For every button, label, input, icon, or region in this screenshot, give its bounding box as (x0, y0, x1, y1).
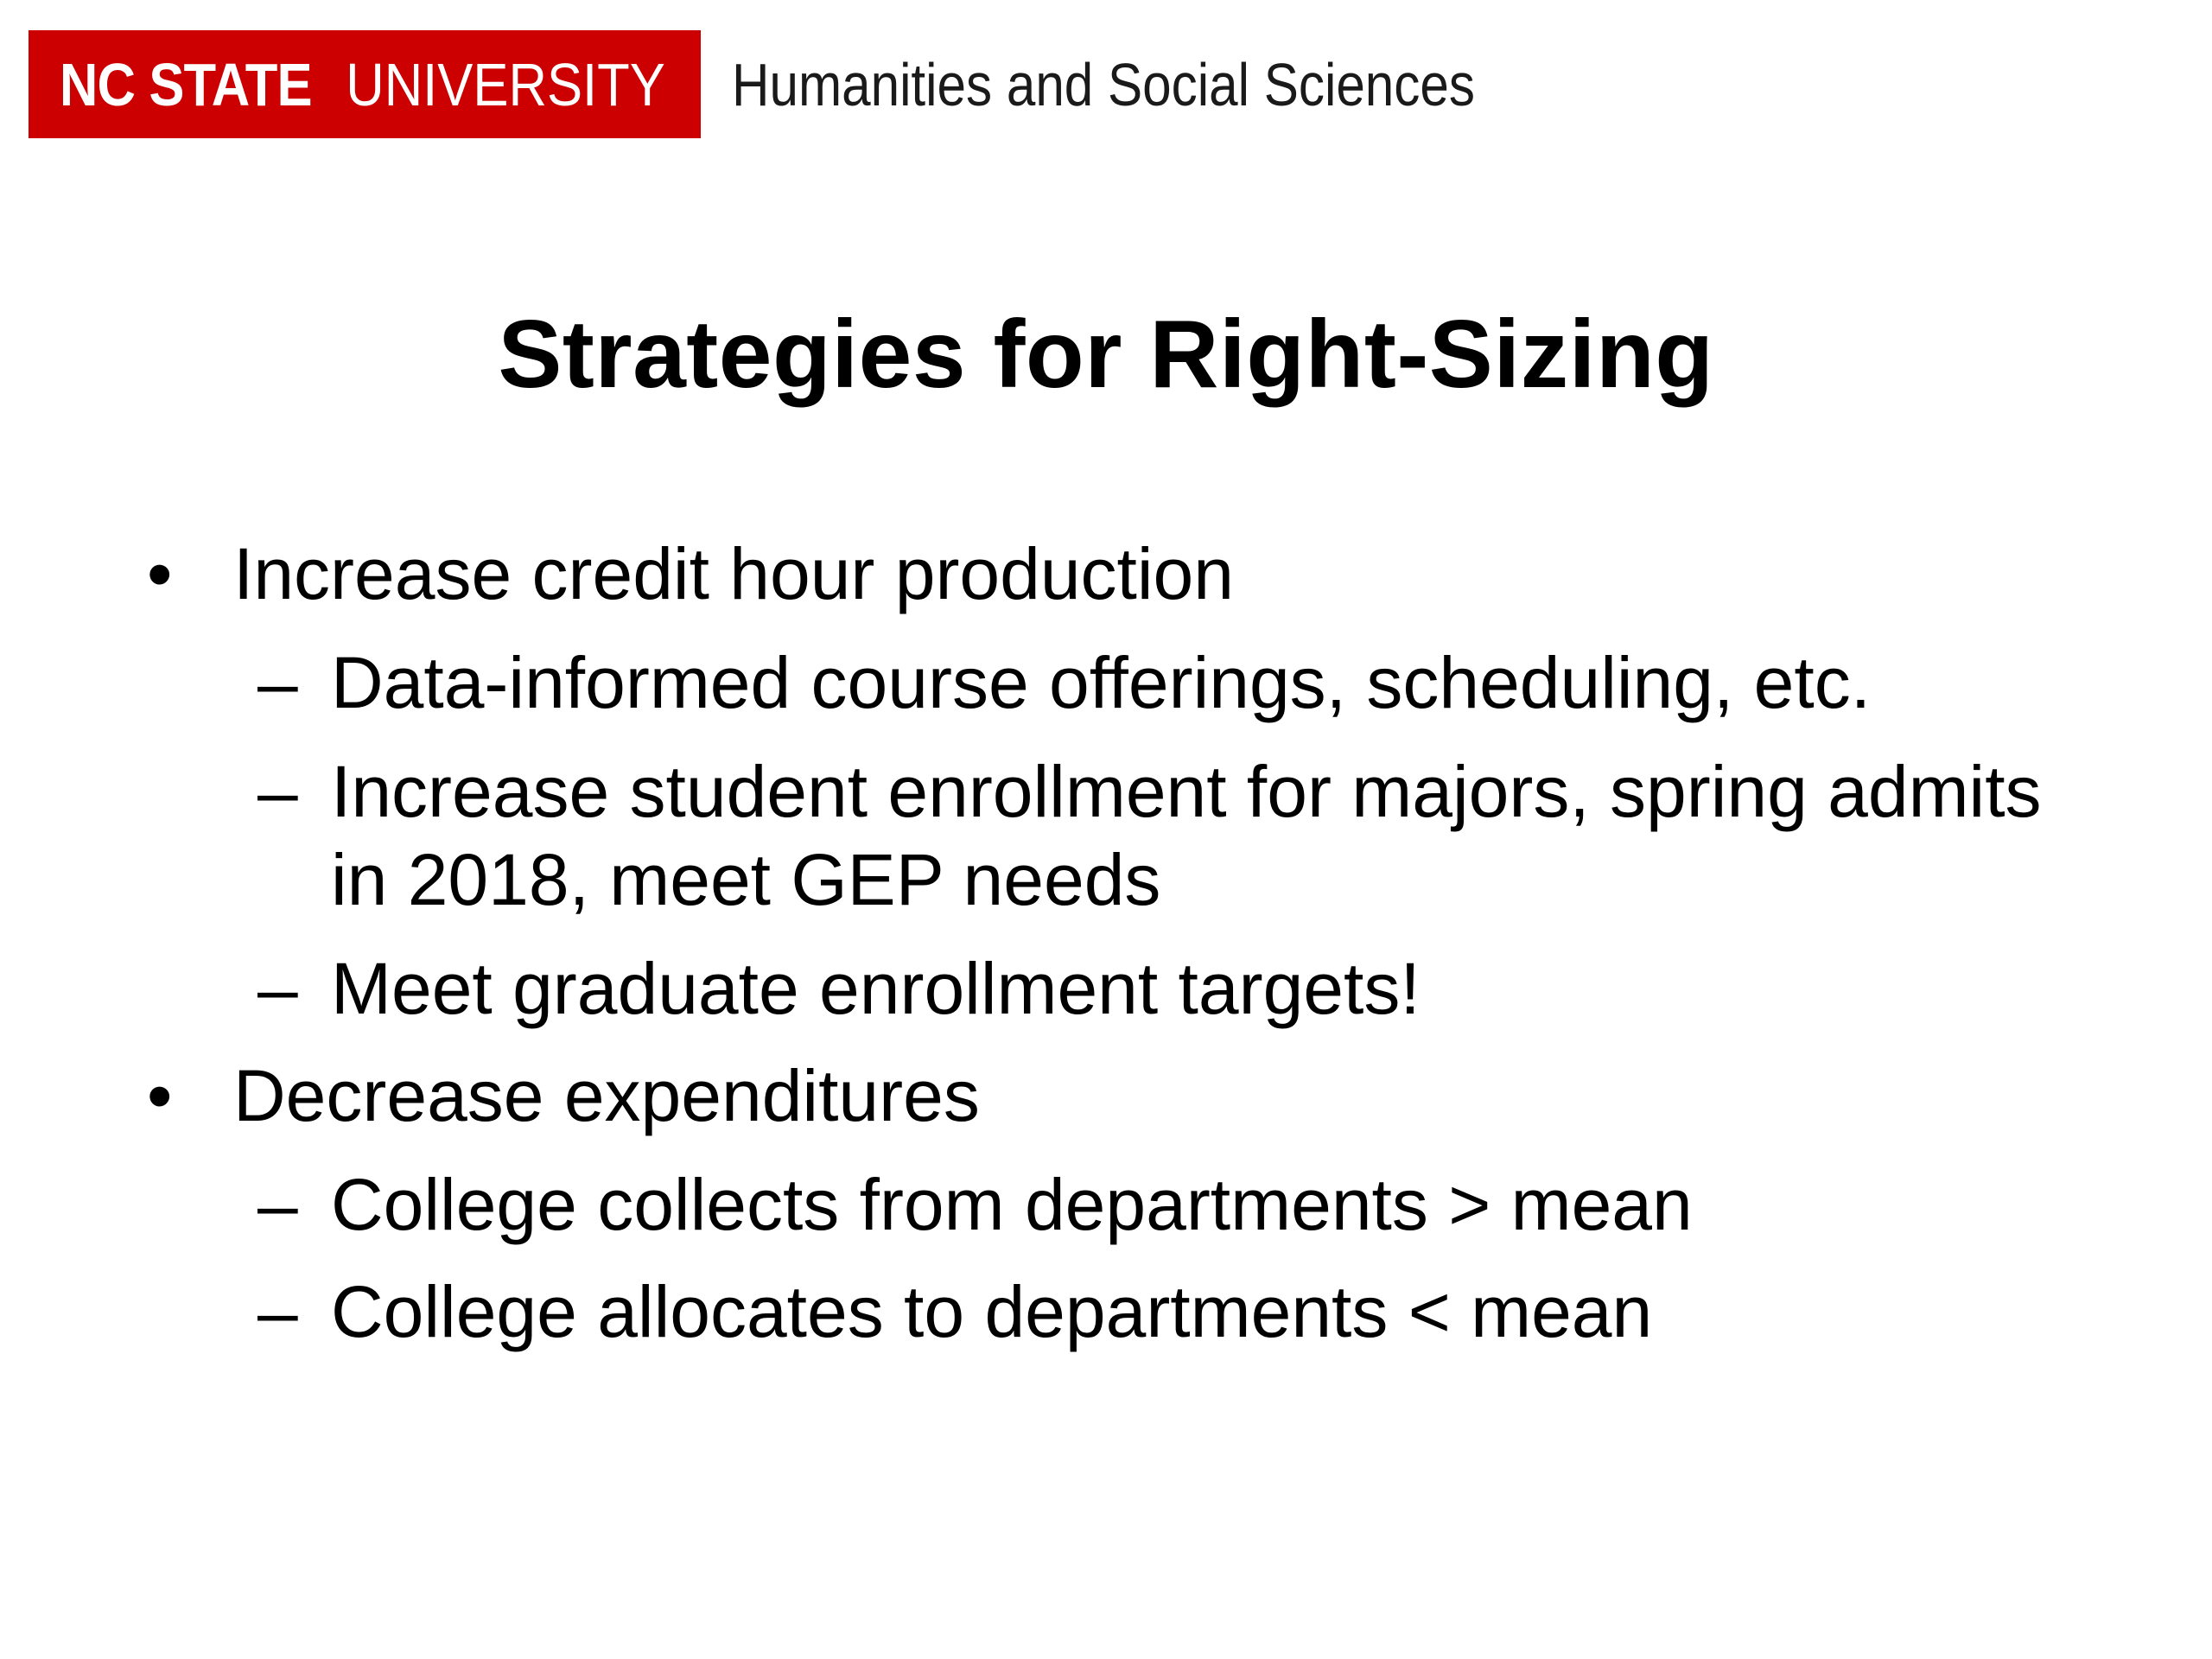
subitem: College allocates to departments < mean (331, 1271, 1653, 1352)
bullet-marker: • (147, 533, 173, 614)
college-name: Humanities and Social Sciences (732, 50, 1475, 118)
bullet-item: Increase credit hour production (233, 533, 1234, 614)
subitem-marker: – (257, 642, 298, 723)
subitem-marker: – (257, 1164, 298, 1245)
subitem: Meet graduate enrollment targets! (331, 948, 1421, 1029)
logo-wordmark-strong: NC STATE (60, 50, 312, 118)
subitem-continuation: in 2018, meet GEP needs (331, 839, 1161, 920)
subitem-marker: – (257, 948, 298, 1029)
logo-wordmark-light: UNIVERSITY (345, 50, 665, 118)
subitem-marker: – (257, 1271, 298, 1352)
bullet-marker: • (147, 1055, 173, 1136)
subitem: Data-informed course offerings, scheduling, etc. (331, 642, 1872, 723)
slide-title: Strategies for Right-Sizing (498, 301, 1714, 408)
subitem-marker: – (257, 751, 298, 832)
subitem: College collects from departments > mean (331, 1164, 1693, 1245)
subitem: Increase student enrollment for majors, spring admits (331, 751, 2042, 832)
bullet-item: Decrease expenditures (233, 1055, 980, 1136)
